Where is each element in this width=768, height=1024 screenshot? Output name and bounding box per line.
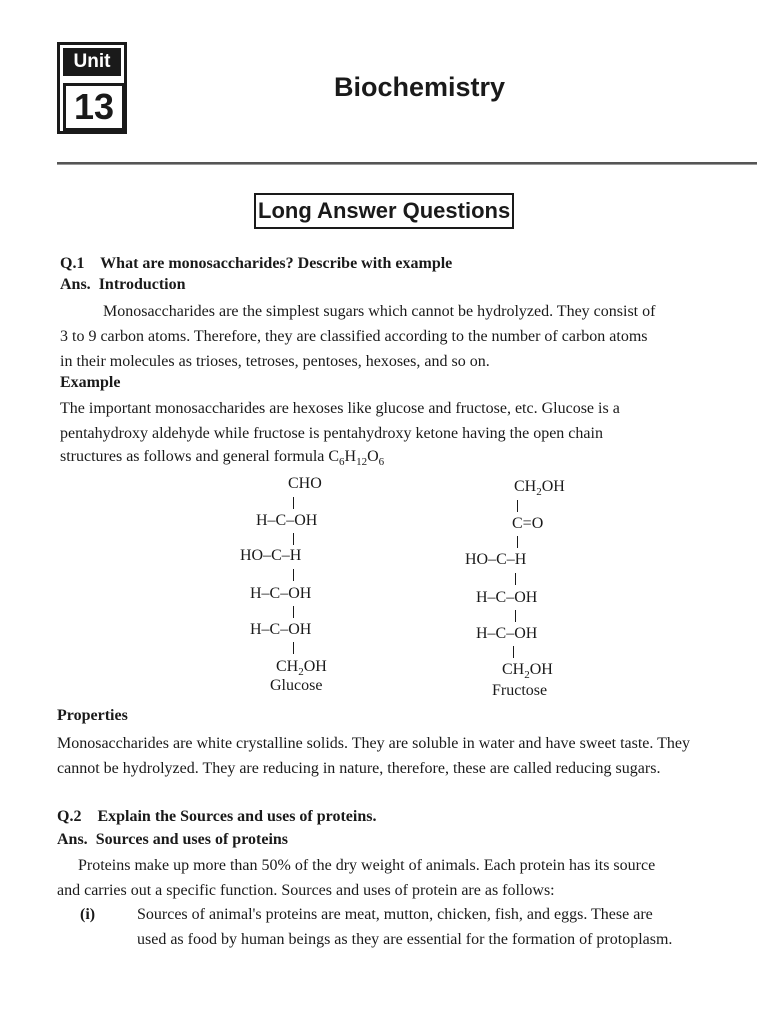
q2-item-line-1: Sources of animal's proteins are meat, mutton, chicken, fish, and eggs. These are [137, 906, 653, 923]
q2-question-text: Explain the Sources and uses of proteins. [97, 808, 377, 825]
q1-properties-heading: Properties [57, 707, 128, 724]
q1-intro-line-3: in their molecules as trioses, tetroses, pentoses, hexoses, and so on. [60, 353, 490, 370]
q2-intro-line-2: and carries out a specific function. Sources and uses of protein are as follows: [57, 882, 555, 899]
q1-example-line-2: pentahydroxy aldehyde while fructose is pentahydroxy ketone having the open chain [60, 425, 603, 442]
chapter-title: Biochemistry [334, 72, 506, 102]
fructose-row-4: H–C–OH [476, 589, 538, 606]
bond-line [293, 642, 294, 654]
glucose-row-5: H–C–OH [250, 621, 312, 638]
q1-question [60, 255, 452, 273]
q2-number: Q.2 [57, 808, 82, 825]
glucose-row-3: HO–C–H [240, 547, 302, 564]
bond-line [515, 610, 516, 622]
bond-line [293, 533, 294, 545]
formula-sub-o: 6 [378, 456, 385, 469]
header-divider [57, 162, 757, 165]
q1-example-heading: Example [60, 374, 121, 391]
q1-intro-heading: Introduction [98, 276, 186, 293]
q1-question-text: What are monosaccharides? Describe with example [100, 255, 453, 272]
section-title: Long Answer Questions [254, 193, 514, 229]
q1-example-line-1: The important monosaccharides are hexoses like glucose and fructose, etc. Glucose is a [60, 400, 620, 417]
glucose-label: Glucose [270, 677, 323, 694]
bond-line [293, 497, 294, 509]
fructose-row-2: C=O [512, 515, 544, 532]
glucose-row-1: CHO [288, 475, 322, 492]
q2-question [57, 808, 376, 826]
glucose-row-6: $CH_2OH$ [276, 658, 327, 679]
q2-intro-line-1: Proteins make up more than 50% of the dry weight of animals. Each protein has its source [78, 857, 656, 874]
formula-h: H [344, 448, 357, 465]
q2-item-marker: (i) [80, 906, 96, 923]
bond-line [517, 500, 518, 512]
formula-sub-h: 12 [356, 456, 368, 469]
q1-example-line-3 [60, 448, 384, 468]
glucose-structure [230, 475, 360, 700]
bond-line [293, 569, 294, 581]
fructose-row-5: H–C–OH [476, 625, 538, 642]
bond-line [515, 573, 516, 585]
unit-number: 13 [63, 83, 125, 131]
q2-ans-heading: Sources and uses of proteins [95, 831, 289, 848]
unit-badge [57, 42, 127, 134]
q1-number: Q.1 [60, 255, 85, 272]
bond-line [513, 646, 514, 658]
q1-intro-line-2: 3 to 9 carbon atoms. Therefore, they are classified according to the number of carbon atoms [60, 328, 648, 345]
bond-line [293, 606, 294, 618]
fructose-row-6: $CH_2OH$ [502, 661, 553, 682]
q1-ans-label: Ans. [60, 276, 91, 293]
fructose-row-1: $CH_2OH$ [514, 478, 565, 499]
fructose-structure [460, 478, 590, 703]
formula-o: O [367, 448, 379, 465]
glucose-row-2: H–C–OH [256, 512, 318, 529]
fructose-row-3: HO–C–H [465, 551, 527, 568]
q1-properties-line-2: cannot be hydrolyzed. They are reducing in nature, therefore, these are called reducing sugars. [57, 760, 661, 777]
fructose-label: Fructose [492, 682, 548, 699]
q2-answer-heading [57, 831, 288, 849]
unit-label: Unit [63, 48, 121, 76]
q1-properties-line-1: Monosaccharides are white crystalline solids. They are soluble in water and have sweet taste. They [57, 735, 690, 752]
q1-answer-heading [60, 276, 186, 294]
q1-example-line-3-text: structures as follows and general formula C [60, 448, 340, 465]
q2-ans-label: Ans. [57, 831, 88, 848]
bond-line [517, 536, 518, 548]
formula-sub-c: 6 [339, 456, 345, 469]
q1-intro-line-1: Monosaccharides are the simplest sugars which cannot be hydrolyzed. They consist of [103, 303, 656, 320]
glucose-row-4: H–C–OH [250, 585, 312, 602]
q2-item-line-2: used as food by human beings as they are essential for the formation of protoplasm. [137, 931, 673, 948]
